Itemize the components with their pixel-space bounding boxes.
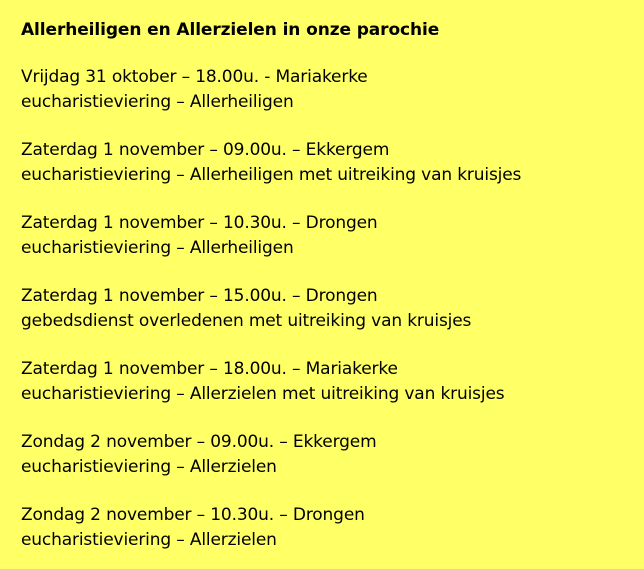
entry-datetime-location: Zaterdag 1 november – 10.30u. – Drongen [21, 213, 378, 233]
page-title: Allerheiligen en Allerzielen in onze parochie [21, 20, 440, 40]
schedule-entry-2 [21, 138, 644, 187]
entry-datetime-location: Zondag 2 november – 09.00u. – Ekkergem [21, 432, 377, 452]
entry-description: eucharistieviering – Allerheiligen met uitreiking van kruisjes [21, 164, 522, 185]
schedule-entry-6 [21, 430, 644, 479]
entry-description: eucharistieviering – Allerzielen [21, 456, 277, 477]
schedule-entry-1 [21, 65, 644, 114]
entry-datetime-location: Zaterdag 1 november – 09.00u. – Ekkergem [21, 140, 390, 160]
entry-description: eucharistieviering – Allerheiligen [21, 237, 294, 258]
schedule-entry-7 [21, 503, 644, 552]
entry-description: eucharistieviering – Allerzielen met uitreiking van kruisjes [21, 383, 505, 404]
entry-description: eucharistieviering – Allerheiligen [21, 91, 294, 112]
entry-datetime-location: Zaterdag 1 november – 15.00u. – Drongen [21, 286, 378, 306]
entry-datetime-location: Zondag 2 november – 10.30u. – Drongen [21, 505, 365, 525]
entry-datetime-location: Zaterdag 1 november – 18.00u. – Mariakerke [21, 359, 398, 379]
schedule-entry-5 [21, 357, 644, 406]
entry-description: gebedsdienst overledenen met uitreiking van kruisjes [21, 310, 472, 331]
entry-description: eucharistieviering – Allerzielen [21, 529, 277, 550]
schedule-entry-4 [21, 284, 644, 333]
schedule-entry-3 [21, 211, 644, 260]
entry-datetime-location: Vrijdag 31 oktober – 18.00u. - Mariakerke [21, 67, 368, 87]
